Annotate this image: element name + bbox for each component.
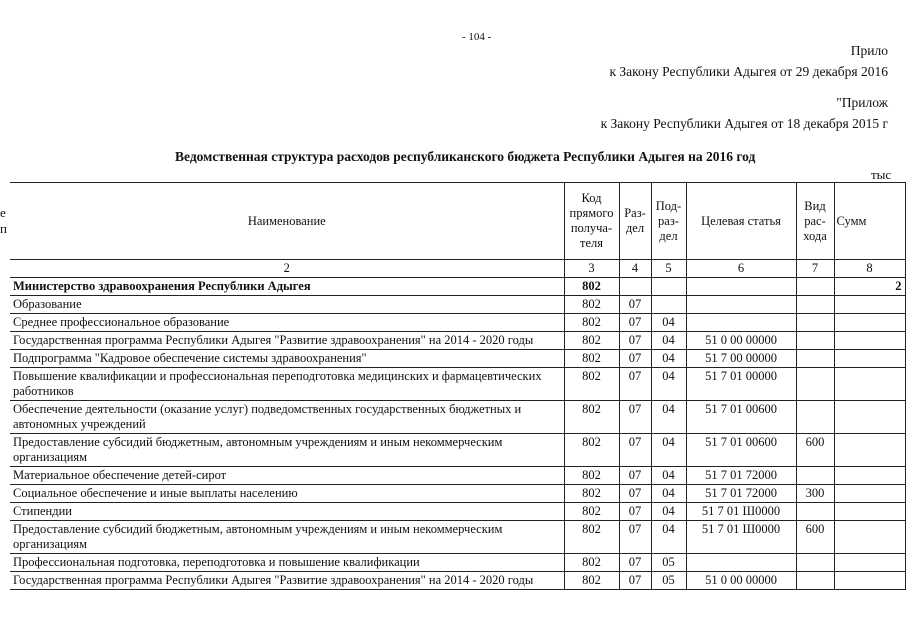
cell-sum [834, 485, 905, 503]
cell-target: 51 7 01 72000 [686, 467, 796, 485]
cell-code: 802 [564, 434, 619, 467]
cell-target: 51 7 01 Ш0000 [686, 503, 796, 521]
col-sum-header: Сумм [834, 183, 905, 260]
table-row [10, 521, 905, 554]
appendix-heading: Прило [850, 43, 888, 58]
cell-razdel: 07 [619, 572, 651, 590]
cell-code: 802 [564, 554, 619, 572]
cell-name: Министерство здравоохранения Республики Адыгея [10, 278, 564, 296]
cell-vid [796, 296, 834, 314]
table-row [10, 434, 905, 467]
cell-sum [834, 314, 905, 332]
cell-target: 51 7 01 Ш0000 [686, 521, 796, 554]
cell-name: Социальное обеспечение и иные выплаты населению [10, 485, 564, 503]
cell-vid [796, 314, 834, 332]
cell-name: Повышение квалификации и профессиональная переподготовка медицинских и фармацевтических работников [10, 368, 564, 401]
cell-razdel: 07 [619, 350, 651, 368]
cell-podrazdel: 05 [651, 554, 686, 572]
cell-sum [834, 572, 905, 590]
cell-name: Подпрограмма "Кадровое обеспечение системы здравоохранения" [10, 350, 564, 368]
col-number: 7 [796, 260, 834, 278]
cell-sum [834, 521, 905, 554]
cell-name: Материальное обеспечение детей-сирот [10, 467, 564, 485]
cell-podrazdel: 04 [651, 434, 686, 467]
cell-name: Стипендии [10, 503, 564, 521]
cell-name: Предоставление субсидий бюджетным, автономным учреждениям и иным некоммерческим организациям [10, 521, 564, 554]
cell-vid [796, 467, 834, 485]
cell-target [686, 296, 796, 314]
cell-razdel: 07 [619, 467, 651, 485]
cell-code: 802 [564, 521, 619, 554]
document-title: Ведомственная структура расходов республиканского бюджета Республики Адыгея на 2016 год [175, 149, 756, 164]
cell-name: Государственная программа Республики Адыгея "Развитие здравоохранения" на 2014 - 2020 годы [10, 332, 564, 350]
cut-left-text: е п [0, 205, 7, 236]
cell-razdel: 07 [619, 521, 651, 554]
appendix-heading-2: "Прилож [836, 95, 888, 110]
table-body [10, 278, 905, 590]
cell-name: Обеспечение деятельности (оказание услуг) подведомственных государственных бюджетных и автономных учреждений [10, 401, 564, 434]
cell-target [686, 314, 796, 332]
col-number: 2 [10, 260, 564, 278]
cell-razdel: 07 [619, 434, 651, 467]
cell-razdel: 07 [619, 368, 651, 401]
col-number: 4 [619, 260, 651, 278]
cell-vid [796, 278, 834, 296]
cell-podrazdel: 04 [651, 368, 686, 401]
col-razdel-header: Раз- дел [619, 183, 651, 260]
cell-vid: 600 [796, 434, 834, 467]
page-number: - 104 - [462, 31, 492, 43]
cell-podrazdel: 04 [651, 503, 686, 521]
expense-table [10, 182, 906, 590]
cell-target: 51 7 01 72000 [686, 485, 796, 503]
table-row [10, 485, 905, 503]
cell-podrazdel: 04 [651, 485, 686, 503]
cell-code: 802 [564, 332, 619, 350]
cell-vid [796, 503, 834, 521]
cell-name: Предоставление субсидий бюджетным, автономным учреждениям и иным некоммерческим организациям [10, 434, 564, 467]
cell-target: 51 7 01 00600 [686, 401, 796, 434]
col-number: 6 [686, 260, 796, 278]
cell-razdel: 07 [619, 314, 651, 332]
cell-vid [796, 332, 834, 350]
cell-sum [834, 503, 905, 521]
table-row [10, 554, 905, 572]
col-code-header: Код прямого получа- теля [564, 183, 619, 260]
cell-code: 802 [564, 350, 619, 368]
cell-podrazdel: 04 [651, 314, 686, 332]
cell-razdel: 07 [619, 485, 651, 503]
cell-podrazdel: 04 [651, 521, 686, 554]
table-row [10, 332, 905, 350]
units-label: тыс [871, 167, 892, 182]
appendix-law-ref: к Закону Республики Адыгея от 29 декабря 2016 [609, 64, 888, 79]
col-vid-header: Вид рас- хода [796, 183, 834, 260]
cell-razdel: 07 [619, 332, 651, 350]
cell-target: 51 7 01 00000 [686, 368, 796, 401]
cell-podrazdel: 04 [651, 401, 686, 434]
cell-target [686, 278, 796, 296]
cell-code: 802 [564, 485, 619, 503]
cell-target [686, 554, 796, 572]
cell-target: 51 7 01 00600 [686, 434, 796, 467]
cell-code: 802 [564, 368, 619, 401]
cell-podrazdel [651, 296, 686, 314]
cell-sum [834, 350, 905, 368]
cell-razdel: 07 [619, 401, 651, 434]
col-number: 3 [564, 260, 619, 278]
cell-sum [834, 434, 905, 467]
column-numbers-row [10, 260, 905, 278]
cell-sum [834, 401, 905, 434]
cell-target: 51 0 00 00000 [686, 572, 796, 590]
cell-target: 51 7 00 00000 [686, 350, 796, 368]
cell-sum [834, 332, 905, 350]
cell-vid [796, 401, 834, 434]
cell-vid: 600 [796, 521, 834, 554]
col-number: 5 [651, 260, 686, 278]
table-row [10, 467, 905, 485]
cell-podrazdel: 04 [651, 332, 686, 350]
appendix-law-ref-2: к Закону Республики Адыгея от 18 декабря 2015 г [600, 116, 888, 131]
cell-name: Профессиональная подготовка, переподготовка и повышение квалификации [10, 554, 564, 572]
cell-vid [796, 554, 834, 572]
table-row [10, 350, 905, 368]
cell-vid [796, 368, 834, 401]
cell-sum [834, 296, 905, 314]
cell-razdel: 07 [619, 296, 651, 314]
table-row [10, 296, 905, 314]
col-name-header: Наименование [10, 183, 564, 260]
cut-left-label [0, 205, 7, 237]
cell-vid [796, 572, 834, 590]
cell-vid: 300 [796, 485, 834, 503]
cell-sum [834, 368, 905, 401]
cell-code: 802 [564, 296, 619, 314]
table-row [10, 278, 905, 296]
table-row [10, 401, 905, 434]
table-row [10, 503, 905, 521]
cell-sum [834, 554, 905, 572]
cell-name: Государственная программа Республики Адыгея "Развитие здравоохранения" на 2014 - 2020 годы [10, 572, 564, 590]
col-number: 8 [834, 260, 905, 278]
cell-podrazdel [651, 278, 686, 296]
table-row [10, 314, 905, 332]
cell-code: 802 [564, 314, 619, 332]
cell-code: 802 [564, 503, 619, 521]
cell-code: 802 [564, 278, 619, 296]
cell-razdel: 07 [619, 503, 651, 521]
cell-razdel [619, 278, 651, 296]
cell-sum: 2 [834, 278, 905, 296]
col-podrazdel-header: Под- раз- дел [651, 183, 686, 260]
cell-podrazdel: 04 [651, 467, 686, 485]
cell-sum [834, 467, 905, 485]
table-row [10, 368, 905, 401]
cell-razdel: 07 [619, 554, 651, 572]
table-row [10, 572, 905, 590]
cell-target: 51 0 00 00000 [686, 332, 796, 350]
cell-code: 802 [564, 401, 619, 434]
cell-code: 802 [564, 467, 619, 485]
col-target-header: Целевая статья [686, 183, 796, 260]
cell-name: Образование [10, 296, 564, 314]
cell-podrazdel: 04 [651, 350, 686, 368]
cell-vid [796, 350, 834, 368]
cell-name: Среднее профессиональное образование [10, 314, 564, 332]
cell-podrazdel: 05 [651, 572, 686, 590]
table-header [10, 183, 905, 278]
cell-code: 802 [564, 572, 619, 590]
